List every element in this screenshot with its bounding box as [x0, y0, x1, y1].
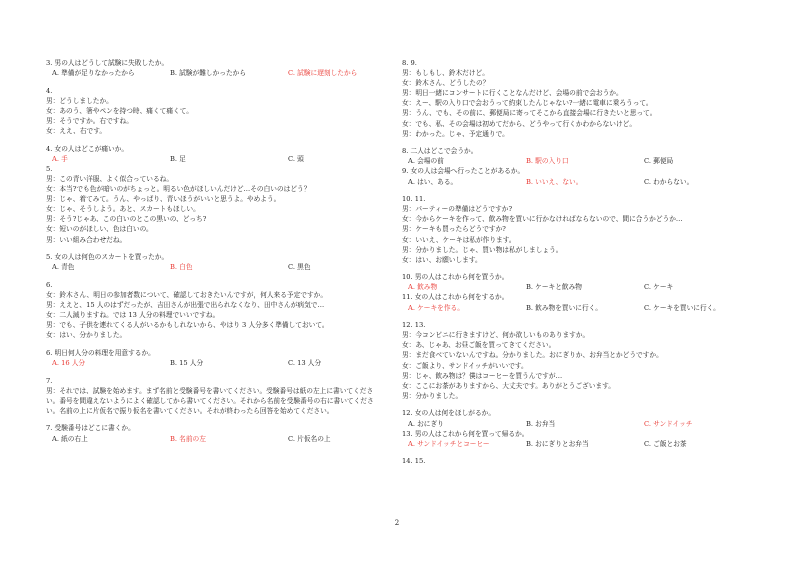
text-line: 男：そう?じゃあ、この白いのとこの黒いの、どっち? — [46, 215, 207, 224]
text-line: 男：じゃ、着てみて。うん、やっぱり、青いほうがいいと思うよ。やめよう。 — [46, 195, 281, 204]
answer-option: B. ケーキと飲み物 — [526, 283, 582, 292]
text-line: 女：ご飯より、サンドイッチがいいです。 — [402, 361, 528, 370]
text-line: 13. 男の人はこれから何を買って帰るか。 — [402, 429, 529, 438]
answer-options — [46, 68, 401, 78]
answer-option-correct: B. 白色 — [170, 263, 193, 272]
answer-options — [46, 154, 401, 164]
text-line: 6. — [46, 280, 53, 289]
text-line: 女：はい、分かりました。 — [46, 331, 127, 340]
text-line: 女：鈴木さん、どうしたの？ — [402, 79, 490, 88]
text-line: 4. — [46, 86, 53, 95]
answer-option-correct: A. 手 — [52, 154, 68, 163]
text-line: 女：本当?でも色が暗いのがちょっと。明るい色がほしいんだけど…その白いのはどう？ — [46, 185, 311, 194]
answer-options — [46, 434, 401, 444]
text-line: 7. — [46, 376, 53, 385]
text-line: 女：今からケーキを作って、飲み物を買いに行かなければならないので、間に合うかどうか… — [402, 215, 683, 224]
paragraph-gap — [46, 78, 401, 86]
text-line: 男：じゃ、飲み物は？僕はコーヒーを買うんですが… — [402, 371, 563, 380]
answer-options — [46, 262, 401, 272]
paragraph-gap — [46, 416, 401, 424]
text-line: 女：二人減りますね。では 13 人分の料理でいいですね。 — [46, 311, 220, 320]
text-line: 5. — [46, 164, 53, 173]
paragraph-gap — [46, 368, 401, 376]
text-line: 女：あのう、箸やペンを持つ時、痛くて痛くて。 — [46, 106, 193, 115]
answer-option-correct: A. 飲み物 — [408, 283, 438, 292]
answer-options — [402, 419, 757, 429]
text-line: 12. 13. — [402, 321, 426, 330]
paragraph-gap — [402, 449, 757, 457]
answer-option: C. 黒色 — [288, 263, 311, 272]
answer-option-correct: C. 試験に遅刻したから — [288, 69, 358, 78]
answer-option: B. 15 人分 — [170, 358, 204, 367]
text-line: い。名前の上に片仮名で振り仮名を書いてください。それが終わったら回答を始めてください。 — [46, 406, 334, 415]
text-line: 男：今コンビニに行きますけど、何か欲しいものありますか。 — [402, 331, 590, 340]
text-line: 男：そうですか。右ですね。 — [46, 116, 133, 125]
text-line: 男：でも、子供を連れてくる人がいるかもしれないから、やはり 3 人分多く準備しておいて。 — [46, 321, 329, 330]
text-line: 女：じゃ、そうしよう。あと、スカートもほしい。 — [46, 205, 200, 214]
text-line: 女：ここにお茶がありますから、大丈夫です。ありがとうございます。 — [402, 381, 615, 390]
paragraph-gap — [402, 401, 757, 409]
paragraph-gap — [46, 136, 401, 144]
text-line: 男：どうしましたか。 — [46, 96, 113, 105]
text-line: 女：短いのがほしい、色は白いの。 — [46, 225, 153, 234]
text-line: 8. 9. — [402, 59, 417, 67]
text-line: 男：明日一緒にコンサートに行くことなんだけど、会場の前で会おうか。 — [402, 89, 623, 98]
text-line: 女：えー、駅の入り口で会おうって約束したんじゃない?一緒に電車に乗ろうって。 — [402, 99, 653, 108]
text-line: 女：鈴木さん、明日の参加者数について、確認しておきたいんですが，何人来る予定ですか。 — [46, 290, 328, 299]
text-line: 10. 11. — [402, 195, 426, 204]
text-line: 男：パーティーの準備はどうですか? — [402, 205, 513, 214]
answer-options — [402, 156, 757, 166]
text-line: 8. 二人はどこで会うか。 — [402, 147, 478, 156]
answer-option-correct: B. いいえ、ない。 — [526, 177, 583, 186]
text-line: 6. 明日何人分の料理を用意するか。 — [46, 348, 155, 357]
text-line: 男：分かりました。じゃ、買い物は私がしましょう。 — [402, 245, 563, 254]
text-line: 男：この青い洋服、よく似合っているね。 — [46, 174, 174, 183]
text-line: 11. 女の人はこれから何をするか。 — [402, 293, 509, 302]
answer-option: C. 片仮名の上 — [288, 434, 331, 443]
answer-option-correct: A. 16 人分 — [52, 358, 86, 367]
answer-option: A. 紙の右上 — [52, 434, 88, 443]
answer-option: C. 頭 — [288, 154, 304, 163]
answer-option: A. 準備が足りなかったから — [52, 69, 135, 78]
answer-option: C. 13 人分 — [288, 358, 322, 367]
text-line: 女：はい、お願いします。 — [402, 255, 482, 264]
answer-option: A. 青色 — [52, 263, 75, 272]
text-line: 男：わかった。じゃ、予定通りで。 — [402, 129, 509, 138]
answer-option-correct: B. 駅の入り口 — [526, 157, 569, 166]
left-column — [46, 58, 401, 444]
text-line: 男：まだ食べていないんですね。分かりました。おにぎりか、お弁当とかどうですか。 — [402, 351, 663, 360]
answer-option: C. ご飯とお茶 — [644, 439, 687, 448]
text-line: 男：それでは、試験を始めます。まず名前と受験番号を書いてください。受験番号は紙の左上に書いてくださ — [46, 386, 374, 395]
text-line: 男：分かりました。 — [402, 391, 463, 400]
text-line: 4. 女の人はどこが痛いか。 — [46, 144, 129, 153]
answer-option: C. ケーキ — [644, 283, 674, 292]
answer-option-correct: A. ケーキを作る。 — [408, 303, 464, 312]
paragraph-gap — [46, 245, 401, 253]
answer-options — [46, 358, 401, 368]
answer-option: C. わからない。 — [644, 177, 694, 186]
answer-option: A. 会場の前 — [408, 157, 444, 166]
paragraph-gap — [46, 340, 401, 348]
paragraph-gap — [46, 272, 401, 280]
text-line: 9. 女の人は会場へ行ったことがあるか。 — [402, 167, 525, 176]
text-line: 男：いい組み合わせだね。 — [46, 235, 127, 244]
paragraph-gap — [402, 265, 757, 273]
answer-option: B. お弁当 — [526, 419, 556, 428]
answer-option: B. 試験が難しかったから — [170, 69, 247, 78]
answer-option: B. おにぎりとお弁当 — [526, 439, 589, 448]
paragraph-gap — [402, 139, 757, 147]
text-line: 7. 受験番号はどこに書くか。 — [46, 424, 135, 433]
text-line: 女：ええ、右です。 — [46, 127, 107, 136]
text-line: 女：いいえ、ケーキは私が作ります。 — [402, 235, 516, 244]
answer-option: C. ケーキを買いに行く。 — [644, 303, 720, 312]
answer-options — [402, 439, 757, 449]
text-line: 男：もしもし、鈴木だけど。 — [402, 69, 489, 78]
answer-options — [402, 282, 757, 292]
answer-option: B. 飲み物を買いに行く。 — [526, 303, 602, 312]
answer-option: C. 郵便局 — [644, 157, 674, 166]
answer-option-correct: A. サンドイッチとコーヒー — [408, 439, 490, 448]
text-line: 3. 男の人はどうして試験に失敗したか。 — [46, 59, 169, 67]
text-line: 10. 男の人はこれから何を買うか。 — [402, 273, 509, 282]
answer-option-correct: B. 名前の左 — [170, 434, 206, 443]
paragraph-gap — [402, 187, 757, 195]
page-number: 2 — [394, 519, 400, 527]
answer-option: A. はい、ある。 — [408, 177, 458, 186]
text-line: 14. 15. — [402, 457, 426, 466]
text-line: 12. 女の人は何をほしがるか。 — [402, 409, 496, 418]
text-line: 男：ええと、15 人のはずだったが、吉田さんが出張で出られなくなり、田中さんが病気で… — [46, 300, 325, 309]
paragraph-gap — [402, 313, 757, 321]
right-column — [402, 58, 757, 466]
text-line: 女：あ、じゃあ、お昼ご飯を買ってきてください。 — [402, 341, 556, 350]
answer-options — [402, 177, 757, 187]
answer-option: A. おにぎり — [408, 419, 444, 428]
text-line: 男：うん、でも、その前に、郵便局に寄ってそこから直接会場に行きたいと思って。 — [402, 109, 657, 118]
text-line: 男：ケーキも買ったらどうですか? — [402, 225, 506, 234]
text-line: 女：でも、私、その会場は初めてだから、どうやって行くかわからないけど。 — [402, 119, 637, 128]
answer-options — [402, 303, 757, 313]
text-line: 5. 女の人は何色のスカートを買ったか。 — [46, 253, 169, 262]
answer-option-correct: C. サンドイッチ — [644, 419, 693, 428]
answer-option: B. 足 — [170, 154, 186, 163]
text-line: い。番号を間違えないようによく確認してから書いてください。それから名前を受験番号の右に書いてくださ — [46, 396, 374, 405]
